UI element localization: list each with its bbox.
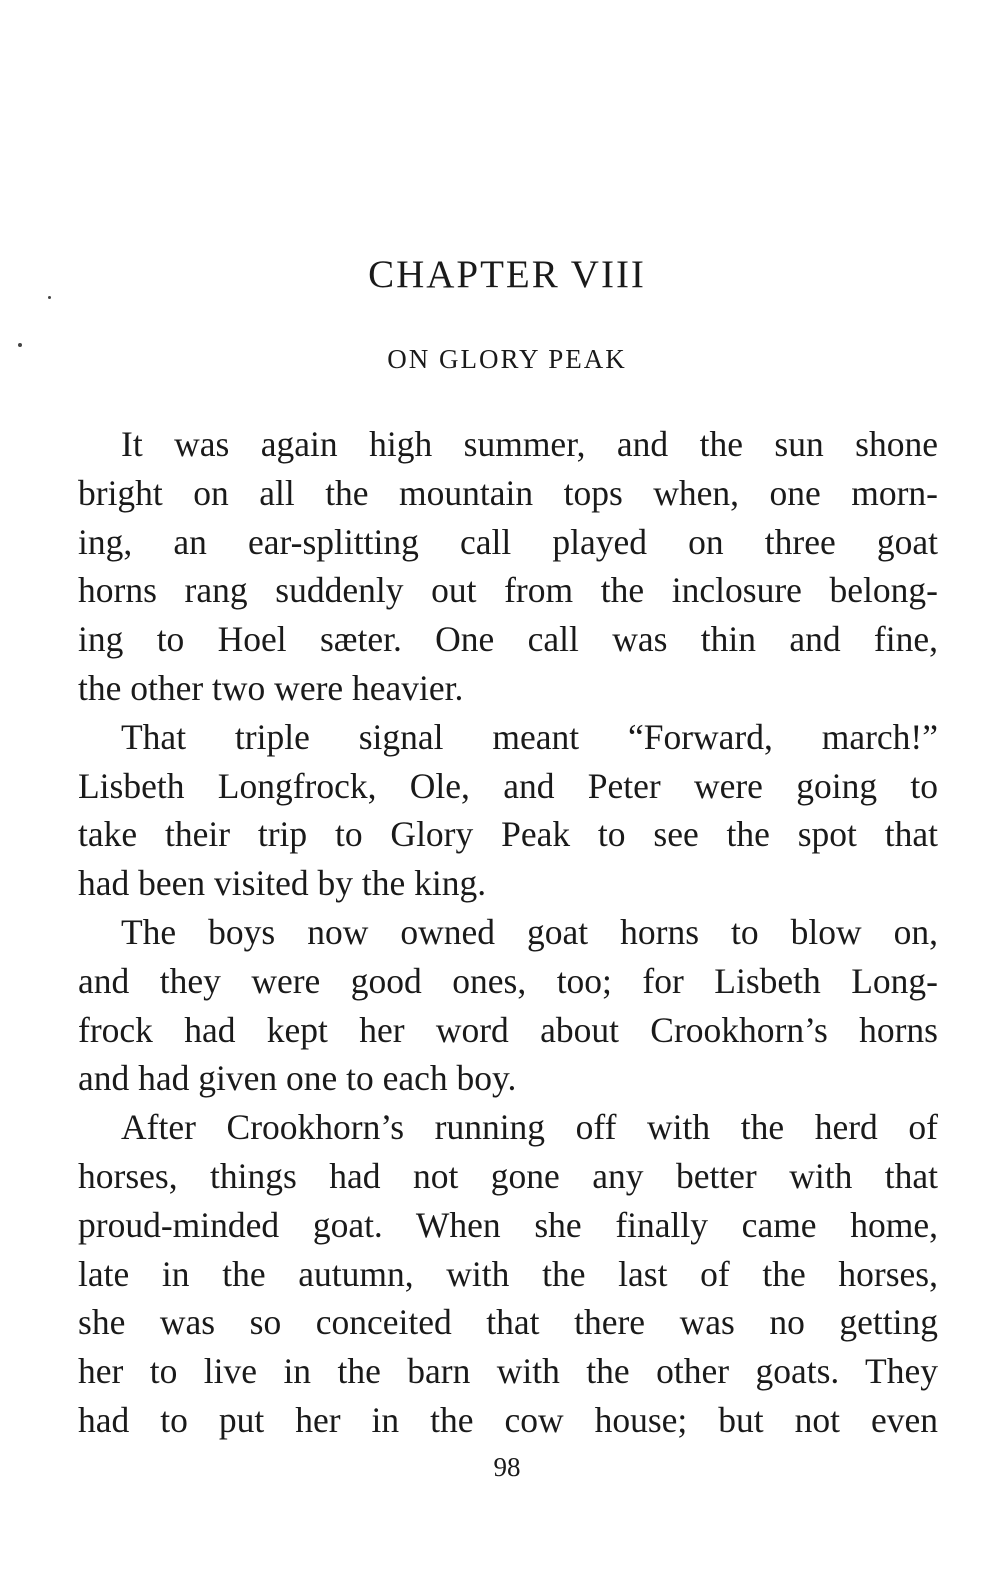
- text-line: frock had kept her word about Crookhorn’s horns: [78, 1009, 938, 1050]
- text-line: After Crookhorn’s running off with the herd of: [121, 1107, 938, 1148]
- text-line: ing to Hoel sæter. One call was thin and fine,: [78, 619, 938, 660]
- text-line: horses, things had not gone any better with that: [78, 1155, 938, 1196]
- text-line: she was so conceited that there was no getting: [78, 1302, 938, 1343]
- text-line: and they were good ones, too; for Lisbeth Long-: [78, 960, 938, 1001]
- text-line: her to live in the barn with the other goats. They: [78, 1351, 938, 1392]
- chapter-title: ON GLORY PEAK: [387, 344, 627, 374]
- text-line: had to put her in the cow house; but not even: [78, 1399, 938, 1440]
- text-line: ing, an ear-splitting call played on three goat: [78, 521, 938, 562]
- text-line: late in the autumn, with the last of the horses,: [78, 1253, 938, 1294]
- text-line: bright on all the mountain tops when, one morn-: [78, 472, 938, 513]
- chapter-number: CHAPTER VIII: [368, 253, 646, 296]
- text-line: It was again high summer, and the sun shone: [121, 424, 938, 464]
- text-line: That triple signal meant “Forward, march!”: [121, 716, 938, 757]
- text-line: and had given one to each boy.: [78, 1058, 517, 1099]
- text-line: the other two were heavier.: [78, 667, 464, 708]
- text-line: Lisbeth Longfrock, Ole, and Peter were going to: [78, 765, 938, 806]
- text-line: take their trip to Glory Peak to see the spot that: [78, 814, 938, 855]
- text-line: The boys now owned goat horns to blow on,: [121, 911, 938, 952]
- text-line: horns rang suddenly out from the inclosure belong-: [78, 570, 938, 611]
- text-line: had been visited by the king.: [78, 863, 487, 904]
- body-text: [78, 420, 938, 1445]
- text-line: proud-minded goat. When she finally came home,: [78, 1204, 938, 1245]
- page-number: 98: [493, 1452, 521, 1482]
